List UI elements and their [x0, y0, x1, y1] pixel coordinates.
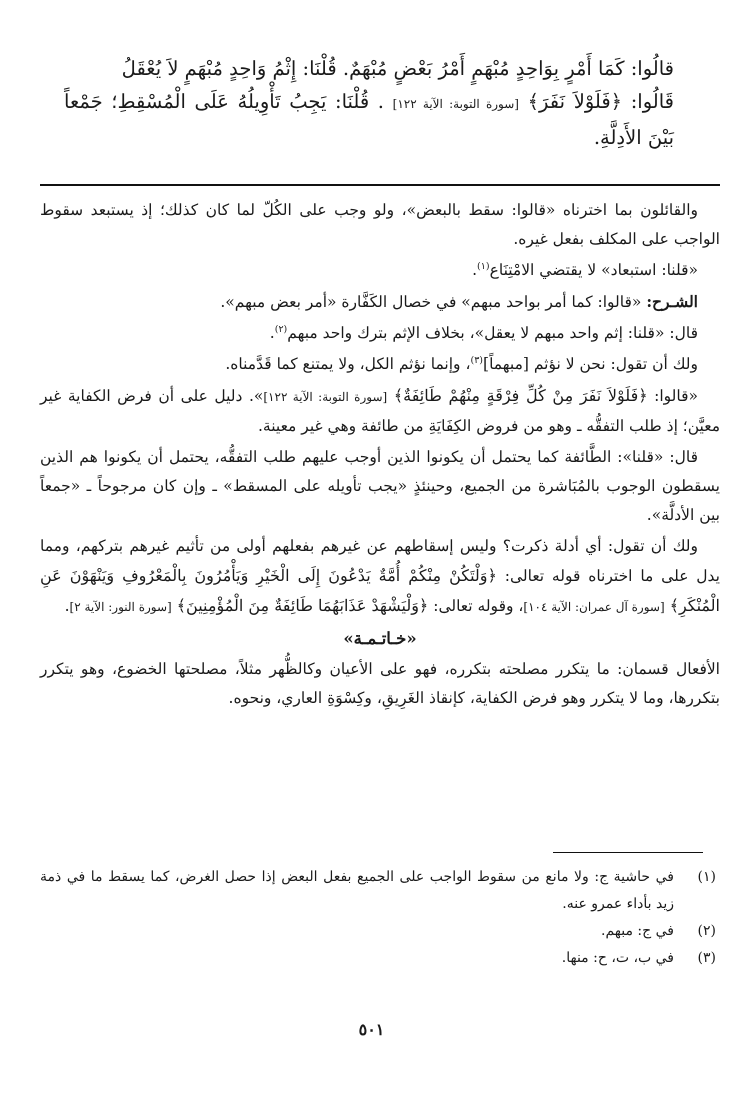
paragraph-6-start: «قالوا: — [647, 387, 698, 405]
matn-line-1: قالُوا: كَمَا أَمْرٍ بِوَاحِدٍ مُبْهَمٍ أَمْرُ بَعْضٍ مُبْهَمٌ. قُلْنَا: إِثْمُ وَاحِدٍ مُبْهَمٍ لاَ يُعْقَلُ — [121, 57, 674, 80]
matn-line-2-start: قَالُوا: ﴿فَلَوْلاَ نَفَرَ﴾ — [527, 90, 674, 113]
footnote-number: (١) — [697, 869, 716, 885]
quran-reference-nur: [سورة النور: الآية ٢] — [69, 600, 172, 614]
paragraph-8 — [40, 532, 720, 622]
paragraph-6 — [40, 381, 720, 441]
paragraph-4-end: . — [269, 324, 275, 342]
paragraph-6-end: ». دليل على أن فرض الكفاية غير معيَّن؛ إذ طلب التفقُّه ـ وهو من فروض الكِفَايَةِ من طائفة وهي غير معينة. — [40, 387, 720, 435]
footnote-number: (٢) — [697, 923, 716, 939]
footnote-text: في ب، ت، ح: منها. — [561, 950, 674, 966]
paragraph-2 — [40, 256, 720, 285]
footnote-text: في ج: مبهم. — [601, 923, 674, 939]
paragraph-8-start: ولك أن تقول: أي أدلة ذكرت؟ وليس إسقاطهم عن غيرهم بفعلهم أولى من تأثيم غيرهم بتركهم، ومما يدل على ما اخترناه قوله تعالى: — [40, 537, 721, 585]
quran-verse-nur: ﴿وَلْيَشْهَدْ عَذَابَهُمَا طَائِفَةٌ مِنَ الْمُؤْمِنِينَ﴾ — [176, 596, 429, 615]
paragraph-4-text: قال: «قلنا: إثم واحد مبهم لا يعقل»، بخلاف الإثم بترك واحد مبهم — [287, 324, 698, 342]
quran-verse-tawba: ﴿فَلَوْلاَ نَفَرَ مِنْ كُلِّ فِرْقَةٍ مِنْهُمْ طَائِفَةٌ﴾ — [393, 386, 648, 405]
paragraph-1: والقائلون بما اخترناه «قالوا: سقط بالبعض»، ولو وجب على الكُلّ لما كان كذلك؛ إذ يستبعد سقوط الواجب على المكلف بفعل غيره. — [40, 201, 720, 248]
footnote-marker-1[interactable]: (١) — [477, 260, 490, 272]
matn-line-2-end: . قُلْنَا: يَجِبُ تَأْوِيلُهُ عَلَى الْمُسْقِطِ؛ جَمْعاً بَيْنَ الأَدِلَّةِ. — [64, 90, 674, 149]
paragraph-5 — [40, 350, 720, 379]
sharh-label: الشـرح: — [646, 292, 698, 311]
quran-reference-al-imran: [سورة آل عمران: الآية ١٠٤] — [523, 600, 665, 614]
matn-line-2 — [64, 85, 674, 154]
footnote-marker-3[interactable]: (٣) — [470, 354, 484, 366]
footnote-3 — [40, 945, 720, 972]
matn-text — [64, 52, 674, 154]
commentary-body — [40, 196, 720, 715]
footnotes — [40, 864, 720, 972]
section-heading-khatima: «خـاتـمـة» — [343, 629, 417, 648]
matn-separator-rule — [40, 184, 720, 186]
paragraph-8-end: . — [64, 597, 70, 615]
paragraph-2-end: . — [472, 261, 478, 279]
footnote-marker-2[interactable]: (٢) — [274, 323, 288, 335]
paragraph-8-middle: ، وقوله تعالى: — [428, 597, 524, 615]
quran-reference-tawba: [سورة التوبة: الآية ١٢٢] — [263, 390, 388, 404]
paragraph-5-start: ولك أن تقول: نحن لا نؤثم [مبهماً] — [483, 355, 698, 373]
paragraph-4 — [40, 319, 720, 348]
paragraph-2-text: «قلنا: استبعاد» لا يقتضي الامْتِنَاع — [489, 261, 698, 279]
paragraph-9: الأفعال قسمان: ما يتكرر مصلحته بتكرره، فهو على الأعيان وكالظُّهر مثلاً، مصلحتها الخضوع، وهو يتكرر بتكررها، وما لا يتكرر وهو فرض الكفاية، كإنقاذ الغَرِيقِ، وكِسْوَةِ العاري، ونحوه. — [40, 660, 720, 707]
quran-verse-al-imran: ﴿وَلْتَكُنْ مِنْكُمْ أُمَّةٌ يَدْعُونَ إِلَى الْخَيْرِ وَيَأْمُرُونَ بِالْمَعْرُوفِ وَيَنْهَوْنَ عَنِ الْمُنْكَرِ﴾ — [40, 566, 720, 615]
paragraph-5-end: ، وإنما نؤثم الكل، ولا يمتنع كما قَدَّمناه. — [225, 355, 471, 373]
footnote-number: (٣) — [697, 950, 716, 966]
matn-quran-reference: [سورة التوبة: الآية ١٢٢] — [392, 97, 519, 111]
footnote-2 — [40, 918, 720, 945]
paragraph-sharh — [40, 287, 720, 317]
paragraph-7: قال: «قلنا»: الطَّائفة كما يحتمل أن يكونوا الذين أوجب عليهم طلب التفقُّه، يحتمل أن يكونوا هم الذين يسقطون الوجوب بالمُبَاشرة من الجميع، وحينئذٍ «يجب تأويله على المسقط» ـ وإن كان مرجوحاً ـ «جمعاً بين الأدلَّة». — [40, 448, 720, 524]
footnote-text: في حاشية ج: ولا مانع من سقوط الواجب على الجميع بفعل البعض إذا حصل الغرض، كما يسقط ما في ذمة زيد بأداء عمرو عنه. — [40, 869, 674, 912]
page-number: ٥٠١ — [358, 1020, 385, 1039]
footnote-1 — [40, 864, 720, 918]
sharh-text: «قالوا: كما أمر بواحد مبهم» في خصال الكَفَّارة «أمر بعض مبهم». — [220, 293, 647, 311]
footnote-separator-rule — [553, 852, 703, 853]
